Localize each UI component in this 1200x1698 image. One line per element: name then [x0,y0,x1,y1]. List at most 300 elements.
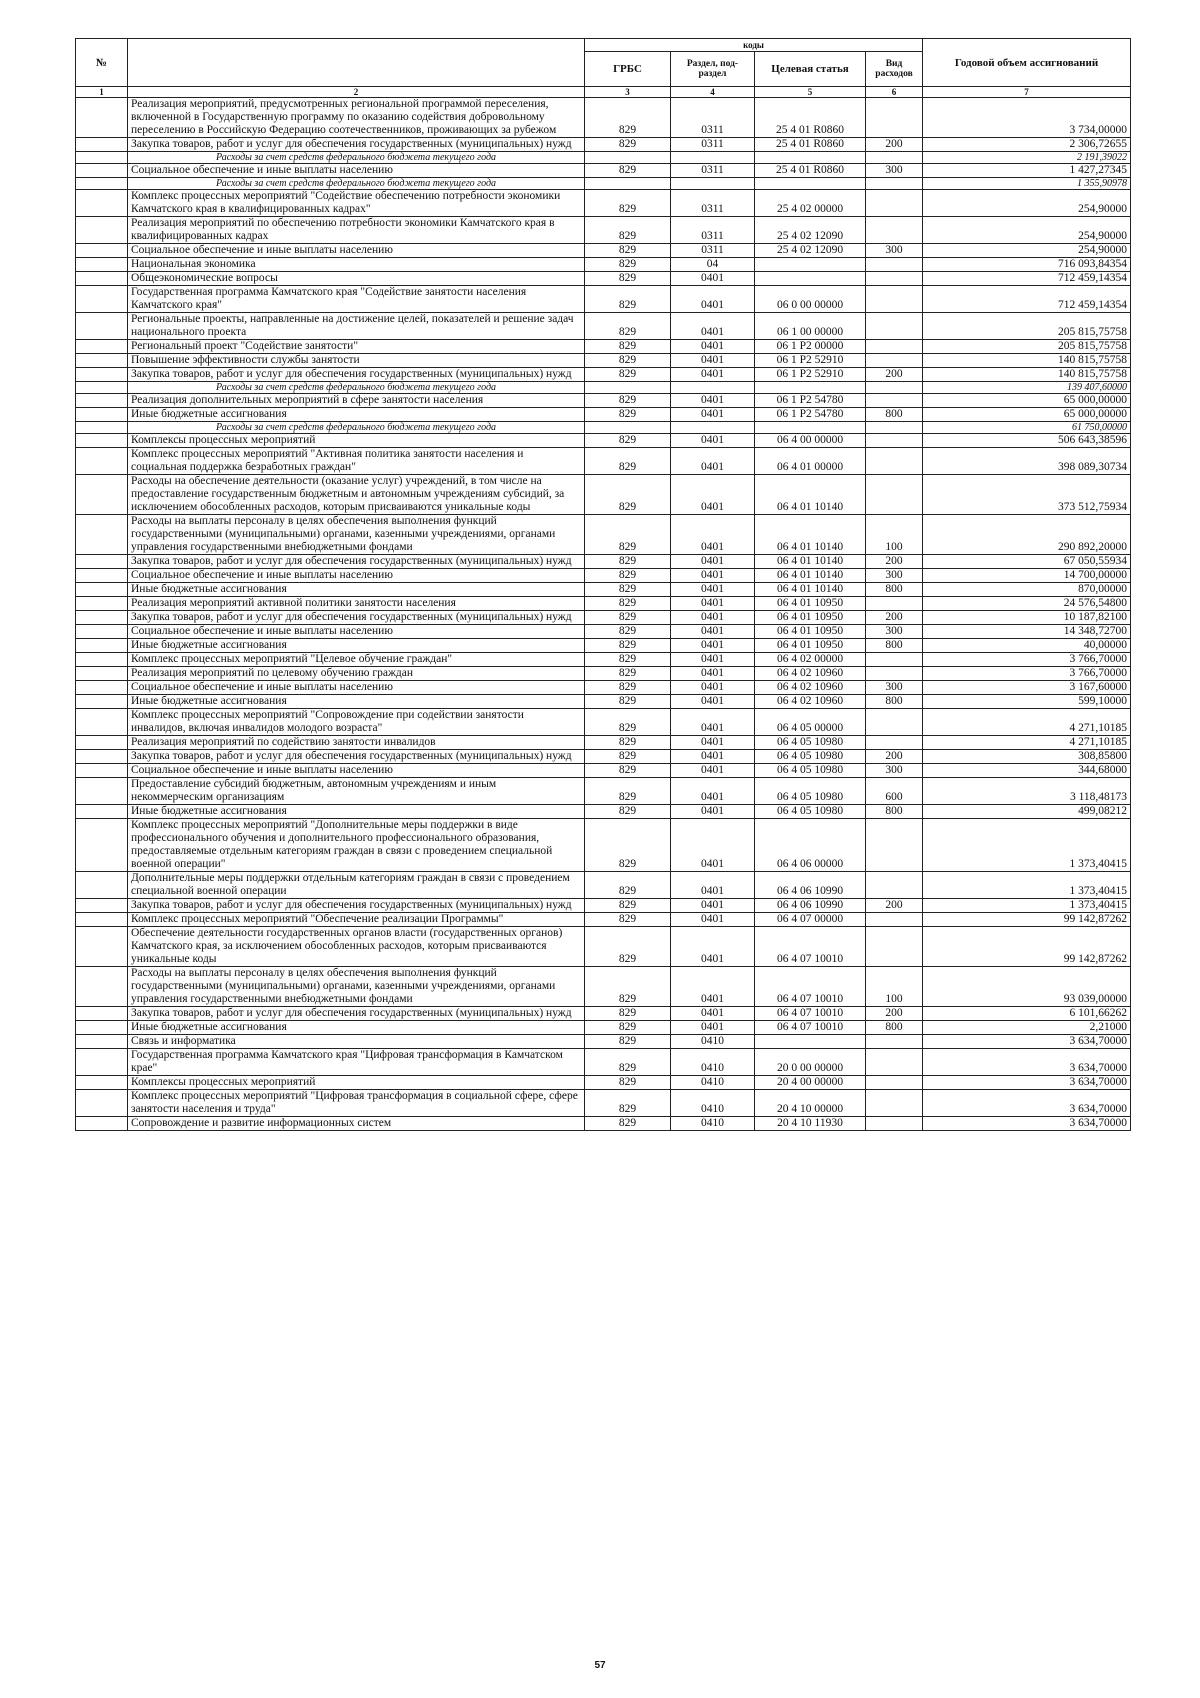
row-no [76,967,128,1007]
row-razdel: 0401 [671,515,755,555]
row-name: Региональный проект "Содействие занятости" [128,340,585,354]
row-celevaya: 06 4 02 10960 [755,681,866,695]
row-grbs [585,422,671,434]
row-razdel: 0410 [671,1035,755,1049]
header-celevaya: Целевая статья [755,52,866,87]
row-no [76,667,128,681]
row-sum: 139 407,60000 [923,382,1131,394]
row-sum: 3 634,70000 [923,1117,1131,1131]
row-name: Расходы за счет средств федерального бюджета текущего года [128,152,585,164]
row-celevaya: 06 4 00 00000 [755,434,866,448]
row-no [76,368,128,382]
row-celevaya: 06 4 01 10140 [755,583,866,597]
row-no [76,354,128,368]
page-number: 57 [594,1660,606,1671]
row-razdel: 0401 [671,681,755,695]
row-celevaya [755,152,866,164]
row-grbs: 829 [585,272,671,286]
row-razdel: 0401 [671,639,755,653]
row-name: Иные бюджетные ассигнования [128,805,585,819]
row-grbs: 829 [585,913,671,927]
table-row [76,1117,1131,1131]
row-sum: 3 634,70000 [923,1076,1131,1090]
row-sum: 599,10000 [923,695,1131,709]
row-razdel: 0401 [671,340,755,354]
row-celevaya: 06 1 P2 52910 [755,368,866,382]
row-sum: 344,68000 [923,764,1131,778]
row-vid [866,1076,923,1090]
table-row [76,899,1131,913]
table-row [76,217,1131,244]
row-grbs: 829 [585,394,671,408]
row-razdel: 0311 [671,190,755,217]
table-row [76,681,1131,695]
row-no [76,515,128,555]
row-vid: 200 [866,1007,923,1021]
row-name: Расходы на выплаты персоналу в целях обеспечения выполнения функций государственными (муниципальными) органами, казенными учреждениями, органами управления государственными внебюджетными фондами [128,515,585,555]
row-sum: 10 187,82100 [923,611,1131,625]
row-grbs: 829 [585,1076,671,1090]
row-name: Комплексы процессных мероприятий [128,1076,585,1090]
row-no [76,164,128,178]
row-razdel: 0401 [671,913,755,927]
row-sum: 254,90000 [923,244,1131,258]
row-grbs: 829 [585,313,671,340]
row-razdel: 0401 [671,611,755,625]
row-name: Социальное обеспечение и иные выплаты населению [128,625,585,639]
row-name: Социальное обеспечение и иные выплаты населению [128,164,585,178]
row-celevaya: 06 4 06 10990 [755,872,866,899]
row-razdel: 0401 [671,872,755,899]
row-vid [866,98,923,138]
column-number: 3 [585,87,671,98]
row-vid [866,394,923,408]
row-name: Комплекс процессных мероприятий "Сопровождение при содействии занятости инвалидов, включая инвалидов молодого возраста" [128,709,585,736]
row-celevaya: 06 4 01 00000 [755,448,866,475]
row-celevaya: 06 4 06 00000 [755,819,866,872]
row-grbs: 829 [585,778,671,805]
row-grbs: 829 [585,244,671,258]
row-sum: 140 815,75758 [923,368,1131,382]
row-vid [866,313,923,340]
row-no [76,434,128,448]
row-no [76,611,128,625]
row-vid: 300 [866,164,923,178]
table-row-subtotal [76,382,1131,394]
row-no [76,709,128,736]
row-no [76,913,128,927]
row-razdel: 0410 [671,1090,755,1117]
row-vid: 300 [866,244,923,258]
table-row [76,695,1131,709]
row-no [76,448,128,475]
table-row [76,258,1131,272]
row-vid [866,1035,923,1049]
row-vid: 300 [866,681,923,695]
row-vid [866,354,923,368]
row-name: Закупка товаров, работ и услуг для обеспечения государственных (муниципальных) нужд [128,368,585,382]
row-sum: 3 167,60000 [923,681,1131,695]
row-razdel [671,382,755,394]
table-row [76,597,1131,611]
row-celevaya: 06 4 01 10950 [755,639,866,653]
table-row [76,764,1131,778]
row-name: Социальное обеспечение и иные выплаты населению [128,681,585,695]
row-grbs: 829 [585,286,671,313]
row-no [76,1021,128,1035]
row-no [76,258,128,272]
row-celevaya: 20 4 00 00000 [755,1076,866,1090]
row-grbs: 829 [585,709,671,736]
table-row [76,244,1131,258]
row-no [76,190,128,217]
row-celevaya: 25 4 02 12090 [755,217,866,244]
row-no [76,422,128,434]
row-no [76,653,128,667]
row-grbs: 829 [585,475,671,515]
row-celevaya: 06 4 05 10980 [755,750,866,764]
row-sum: 308,85800 [923,750,1131,764]
row-celevaya: 06 4 07 10010 [755,927,866,967]
table-row [76,448,1131,475]
row-sum: 4 271,10185 [923,736,1131,750]
row-vid [866,1117,923,1131]
row-sum: 61 750,00000 [923,422,1131,434]
row-sum: 3 766,70000 [923,653,1131,667]
row-name: Реализация мероприятий, предусмотренных региональной программой переселения, включенной в Государственную программу по оказанию содействия добровольному переселению в Российскую Федерацию соотечественников, проживающих за рубежом [128,98,585,138]
row-no [76,178,128,190]
row-name: Дополнительные меры поддержки отдельным категориям граждан в связи с проведением специальной военной операции [128,872,585,899]
row-vid [866,736,923,750]
row-name: Социальное обеспечение и иные выплаты населению [128,569,585,583]
row-grbs: 829 [585,368,671,382]
row-no [76,313,128,340]
row-vid: 200 [866,368,923,382]
header-name [128,39,585,87]
row-grbs: 829 [585,1035,671,1049]
row-sum: 254,90000 [923,190,1131,217]
row-grbs: 829 [585,667,671,681]
row-vid: 300 [866,625,923,639]
row-celevaya: 25 4 01 R0860 [755,138,866,152]
table-row [76,475,1131,515]
row-name: Общеэкономические вопросы [128,272,585,286]
row-sum: 99 142,87262 [923,927,1131,967]
row-razdel: 0401 [671,354,755,368]
row-grbs: 829 [585,138,671,152]
table-row [76,1007,1131,1021]
row-grbs: 829 [585,639,671,653]
row-name: Реализация мероприятий по целевому обучению граждан [128,667,585,681]
row-no [76,639,128,653]
row-razdel: 0401 [671,583,755,597]
row-grbs: 829 [585,190,671,217]
row-razdel: 0401 [671,1021,755,1035]
table-row [76,778,1131,805]
row-name: Повышение эффективности службы занятости [128,354,585,368]
row-vid [866,872,923,899]
table-row [76,98,1131,138]
column-number: 5 [755,87,866,98]
row-grbs: 829 [585,750,671,764]
row-vid [866,913,923,927]
row-name: Комплекс процессных мероприятий "Цифровая трансформация в социальной сфере, сфере занятости населения и труда" [128,1090,585,1117]
row-vid [866,475,923,515]
row-grbs [585,178,671,190]
row-razdel: 0401 [671,569,755,583]
row-celevaya: 20 4 10 11930 [755,1117,866,1131]
row-vid: 800 [866,408,923,422]
table-row [76,368,1131,382]
table-row [76,625,1131,639]
table-row [76,819,1131,872]
table-row [76,569,1131,583]
row-sum: 506 643,38596 [923,434,1131,448]
row-no [76,583,128,597]
row-sum: 24 576,54800 [923,597,1131,611]
row-sum: 1 373,40415 [923,819,1131,872]
row-razdel: 0401 [671,368,755,382]
row-celevaya: 25 4 02 00000 [755,190,866,217]
row-name: Расходы за счет средств федерального бюджета текущего года [128,422,585,434]
table-row [76,408,1131,422]
header-vid: Вид расходов [866,52,923,87]
row-celevaya: 06 0 00 00000 [755,286,866,313]
row-name: Закупка товаров, работ и услуг для обеспечения государственных (муниципальных) нужд [128,138,585,152]
row-vid [866,1049,923,1076]
row-grbs: 829 [585,872,671,899]
row-grbs: 829 [585,164,671,178]
row-razdel: 0401 [671,272,755,286]
row-sum: 870,00000 [923,583,1131,597]
table-row [76,1021,1131,1035]
column-number: 1 [76,87,128,98]
row-celevaya: 06 4 01 10950 [755,625,866,639]
row-name: Закупка товаров, работ и услуг для обеспечения государственных (муниципальных) нужд [128,1007,585,1021]
row-sum: 2 306,72655 [923,138,1131,152]
row-sum: 3 634,70000 [923,1090,1131,1117]
row-razdel: 0401 [671,750,755,764]
table-row-subtotal [76,422,1131,434]
table-row [76,286,1131,313]
row-vid [866,819,923,872]
row-sum: 205 815,75758 [923,340,1131,354]
row-grbs: 829 [585,1007,671,1021]
row-celevaya [755,422,866,434]
row-no [76,382,128,394]
row-vid [866,434,923,448]
row-grbs: 829 [585,1117,671,1131]
row-no [76,695,128,709]
row-sum: 65 000,00000 [923,408,1131,422]
header-row-1 [76,39,1131,52]
row-grbs: 829 [585,597,671,611]
table-row [76,736,1131,750]
row-no [76,272,128,286]
row-vid: 800 [866,639,923,653]
table-row [76,394,1131,408]
row-no [76,286,128,313]
row-no [76,98,128,138]
row-sum: 499,08212 [923,805,1131,819]
table-row [76,1035,1131,1049]
row-vid [866,709,923,736]
row-vid [866,422,923,434]
row-grbs: 829 [585,434,671,448]
row-grbs: 829 [585,764,671,778]
row-razdel: 0401 [671,927,755,967]
row-razdel [671,422,755,434]
row-sum: 1 373,40415 [923,899,1131,913]
row-sum: 373 512,75934 [923,475,1131,515]
row-name: Комплекс процессных мероприятий "Дополнительные меры поддержки в виде профессионального обучения и дополнительного профессионального образования, предоставляемые отдельным категориям граждан в связи с проведением специальной военной операции" [128,819,585,872]
row-celevaya: 25 4 01 R0860 [755,164,866,178]
row-name: Комплекс процессных мероприятий "Активная политика занятости населения и социальная поддержка безработных граждан" [128,448,585,475]
row-vid [866,286,923,313]
table-row [76,190,1131,217]
budget-table-sheet [75,38,1130,1131]
row-grbs: 829 [585,625,671,639]
row-razdel: 0311 [671,98,755,138]
table-row [76,667,1131,681]
row-grbs: 829 [585,927,671,967]
row-grbs: 829 [585,819,671,872]
row-vid [866,382,923,394]
row-name: Социальное обеспечение и иные выплаты населению [128,764,585,778]
budget-table [75,38,1131,1131]
row-name: Расходы за счет средств федерального бюджета текущего года [128,382,585,394]
row-grbs: 829 [585,515,671,555]
row-celevaya: 06 4 05 10980 [755,764,866,778]
row-celevaya: 25 4 01 R0860 [755,98,866,138]
header-sum: Годовой объем ассигнований [923,39,1131,87]
row-no [76,1117,128,1131]
header-codes: коды [585,39,923,52]
row-vid: 200 [866,750,923,764]
row-vid: 200 [866,899,923,913]
row-sum: 3 118,48173 [923,778,1131,805]
row-name: Закупка товаров, работ и услуг для обеспечения государственных (муниципальных) нужд [128,750,585,764]
row-celevaya: 06 4 02 00000 [755,653,866,667]
row-sum: 1 355,90978 [923,178,1131,190]
row-razdel: 0401 [671,286,755,313]
row-name: Иные бюджетные ассигнования [128,695,585,709]
row-grbs: 829 [585,1090,671,1117]
row-celevaya: 06 4 01 10950 [755,611,866,625]
table-row [76,750,1131,764]
row-razdel: 0410 [671,1076,755,1090]
row-name: Обеспечение деятельности государственных органов власти (государственных органов) Камчатского края, за исключением обособленных расходов, которым присваиваются уникальные коды [128,927,585,967]
row-no [76,764,128,778]
row-grbs: 829 [585,448,671,475]
row-razdel: 0401 [671,778,755,805]
column-number: 6 [866,87,923,98]
row-razdel: 0410 [671,1117,755,1131]
row-name: Предоставление субсидий бюджетным, автономным учреждениям и иным некоммерческим организациям [128,778,585,805]
row-razdel: 0401 [671,967,755,1007]
row-celevaya: 06 1 P2 54780 [755,394,866,408]
column-number: 2 [128,87,585,98]
table-row [76,1090,1131,1117]
row-razdel: 0401 [671,805,755,819]
row-sum: 3 634,70000 [923,1035,1131,1049]
row-razdel: 0401 [671,653,755,667]
table-row [76,927,1131,967]
row-name: Закупка товаров, работ и услуг для обеспечения государственных (муниципальных) нужд [128,899,585,913]
row-name: Комплекс процессных мероприятий "Целевое обучение граждан" [128,653,585,667]
row-no [76,750,128,764]
row-razdel: 0401 [671,625,755,639]
row-no [76,1076,128,1090]
row-grbs: 829 [585,736,671,750]
row-vid: 300 [866,569,923,583]
row-grbs: 829 [585,695,671,709]
row-razdel: 04 [671,258,755,272]
row-vid [866,448,923,475]
row-grbs: 829 [585,899,671,913]
row-vid: 600 [866,778,923,805]
table-body [76,98,1131,1131]
table-row-subtotal [76,152,1131,164]
row-name: Расходы на обеспечение деятельности (оказание услуг) учреждений, в том числе на предоставление государственным бюджетным и автономным учреждениям субсидий, за исключением обособленных расходов, которым присваиваются уникальные коды [128,475,585,515]
row-sum: 4 271,10185 [923,709,1131,736]
row-grbs: 829 [585,611,671,625]
table-row [76,164,1131,178]
row-name: Иные бюджетные ассигнования [128,408,585,422]
table-row [76,583,1131,597]
row-no [76,475,128,515]
row-no [76,872,128,899]
row-sum: 712 459,14354 [923,286,1131,313]
row-celevaya: 06 1 00 00000 [755,313,866,340]
row-vid [866,178,923,190]
row-name: Социальное обеспечение и иные выплаты населению [128,244,585,258]
row-razdel: 0401 [671,819,755,872]
row-razdel: 0311 [671,138,755,152]
row-name: Реализация мероприятий по содействию занятости инвалидов [128,736,585,750]
table-row [76,1076,1131,1090]
table-row [76,354,1131,368]
row-celevaya: 20 4 10 00000 [755,1090,866,1117]
row-celevaya [755,178,866,190]
row-sum: 65 000,00000 [923,394,1131,408]
row-name: Комплексы процессных мероприятий [128,434,585,448]
row-name: Государственная программа Камчатского края "Цифровая трансформация в Камчатском крае" [128,1049,585,1076]
row-razdel: 0311 [671,217,755,244]
header-razdel: Раздел, под-раздел [671,52,755,87]
table-row [76,872,1131,899]
table-row [76,1049,1131,1076]
row-celevaya: 20 0 00 00000 [755,1049,866,1076]
header-grbs: ГРБС [585,52,671,87]
row-celevaya: 06 4 01 10140 [755,569,866,583]
table-row [76,611,1131,625]
table-row [76,313,1131,340]
row-no [76,625,128,639]
row-grbs: 829 [585,555,671,569]
row-vid: 300 [866,764,923,778]
row-celevaya: 06 4 05 00000 [755,709,866,736]
row-razdel: 0401 [671,448,755,475]
row-no [76,217,128,244]
row-name: Расходы на выплаты персоналу в целях обеспечения выполнения функций государственными (муниципальными) органами, казенными учреждениями, органами управления государственными внебюджетными фондами [128,967,585,1007]
row-celevaya: 06 4 07 10010 [755,967,866,1007]
column-number-row [76,87,1131,98]
row-vid: 800 [866,695,923,709]
row-name: Связь и информатика [128,1035,585,1049]
row-sum: 67 050,55934 [923,555,1131,569]
row-vid: 800 [866,805,923,819]
